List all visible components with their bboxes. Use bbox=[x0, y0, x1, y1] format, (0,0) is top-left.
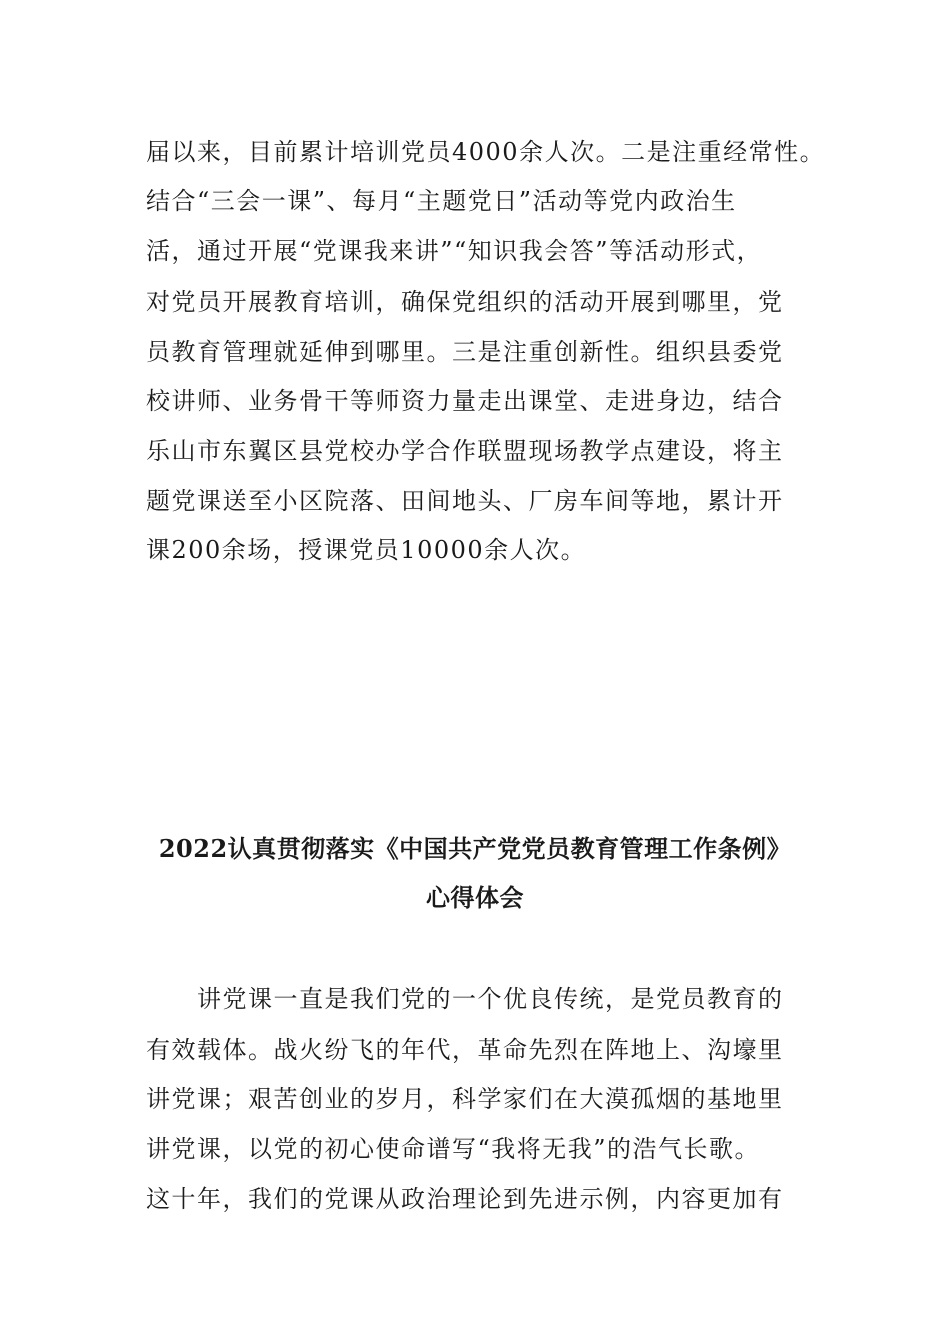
text-line: 乐山市东翼区县党校办学合作联盟现场教学点建设，将主 bbox=[146, 437, 784, 465]
text-line: 题党课送至小区院落、田间地头、厂房车间等地，累计开 bbox=[146, 487, 784, 515]
text-line: 结合“三会一课”、每月“主题党日”活动等党内政治生 bbox=[146, 187, 737, 215]
text-line: 届以来，目前累计培训党员4000余人次。二是注重经常性。 bbox=[146, 138, 826, 166]
text-line: 讲党课一直是我们党的一个优良传统，是党员教育的 bbox=[146, 985, 784, 1013]
text-line: 对党员开展教育培训，确保党组织的活动开展到哪里，党 bbox=[146, 288, 784, 316]
title-line: 2022认真贯彻落实《中国共产党党员教育管理工作条例》 bbox=[158, 834, 792, 863]
text-line: 这十年，我们的党课从政治理论到先进示例，内容更加有 bbox=[146, 1185, 784, 1213]
text-line: 讲党课，以党的初心使命谱写“我将无我”的浩气长歌。 bbox=[146, 1135, 761, 1163]
text-line: 有效载体。战火纷飞的年代，革命先烈在阵地上、沟壕里 bbox=[146, 1036, 784, 1064]
text-line: 讲党课；艰苦创业的岁月，科学家们在大漠孤烟的基地里 bbox=[146, 1085, 784, 1113]
text-line: 校讲师、业务骨干等师资力量走出课堂、走进身边，结合 bbox=[146, 387, 784, 415]
text-line: 课200余场，授课党员10000余人次。 bbox=[146, 536, 587, 564]
title-line: 心得体会 bbox=[426, 883, 524, 912]
text-line: 员教育管理就延伸到哪里。三是注重创新性。组织县委党 bbox=[146, 338, 784, 366]
text-line: 活，通过开展“党课我来讲”“知识我会答”等活动形式， bbox=[146, 237, 763, 265]
